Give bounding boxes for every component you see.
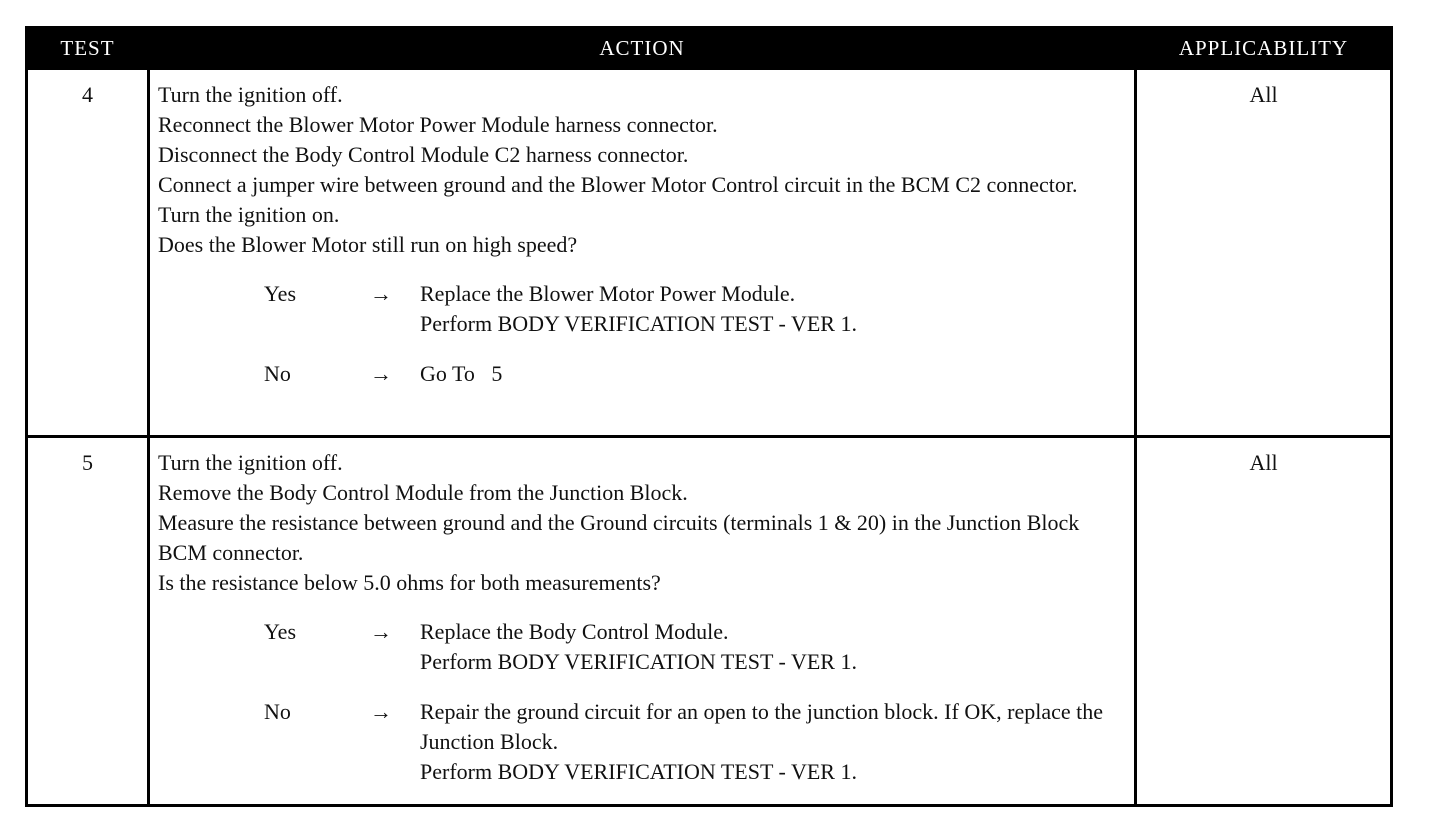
outcome-label: Yes [264,619,297,644]
test-number: 4 [27,69,149,437]
outcome-yes [158,617,1128,677]
action-step: Disconnect the Body Control Module C2 harness connector. [158,142,689,167]
outcome-line: Replace the Blower Motor Power Module. [420,281,796,306]
action-step: Remove the Body Control Module from the Junction Block. [158,480,688,505]
applicability-value: All [1136,69,1392,437]
outcome-line: Perform BODY VERIFICATION TEST - VER 1. [420,649,857,674]
action-step: Does the Blower Motor still run on high speed? [158,232,578,257]
outcome-text [420,617,1128,677]
outcome-no [158,697,1128,787]
outcome-label: No [264,699,291,724]
action-cell [149,69,1136,437]
action-step: Turn the ignition off. [158,82,343,107]
outcome-yes [158,279,1128,339]
outcome-label: No [264,361,291,386]
outcome-line: Perform BODY VERIFICATION TEST - VER 1. [420,311,857,336]
diagnostic-procedure-table [25,26,1393,807]
test-row-4 [27,69,1392,437]
outcome-label: Yes [264,281,297,306]
header-row [27,28,1392,69]
outcome-line: Perform BODY VERIFICATION TEST - VER 1. [420,759,857,784]
outcome-text [420,359,1128,389]
test-number: 5 [27,437,149,806]
arrow-right-icon: → [370,361,392,386]
action-step: Turn the ignition off. [158,450,343,475]
outcome-line: Go To 5 [420,361,503,386]
outcome-text [420,279,1128,339]
action-step: Reconnect the Blower Motor Power Module harness connector. [158,112,718,137]
action-cell [149,437,1136,806]
action-step: Connect a jumper wire between ground and the Blower Motor Control circuit in the BCM C2 connector. [158,172,1078,197]
arrow-right-icon: → [370,281,392,306]
header-applicability: APPLICABILITY [1136,28,1392,69]
action-step: Measure the resistance between ground and the Ground circuits (terminals 1 & 20) in the Junction Block BCM connector. [158,510,1080,565]
test-row-5 [27,437,1392,806]
outcome-no [158,359,1128,389]
outcome-text [420,697,1128,787]
action-step: Turn the ignition on. [158,202,340,227]
arrow-right-icon: → [370,699,392,724]
header-action: ACTION [149,28,1136,69]
applicability-value: All [1136,437,1392,806]
action-step: Is the resistance below 5.0 ohms for both measurements? [158,570,661,595]
outcome-line: Replace the Body Control Module. [420,619,729,644]
outcome-line: Repair the ground circuit for an open to the junction block. If OK, replace the Junction Block. [420,699,1103,754]
arrow-right-icon: → [370,619,392,644]
header-test: TEST [27,28,149,69]
